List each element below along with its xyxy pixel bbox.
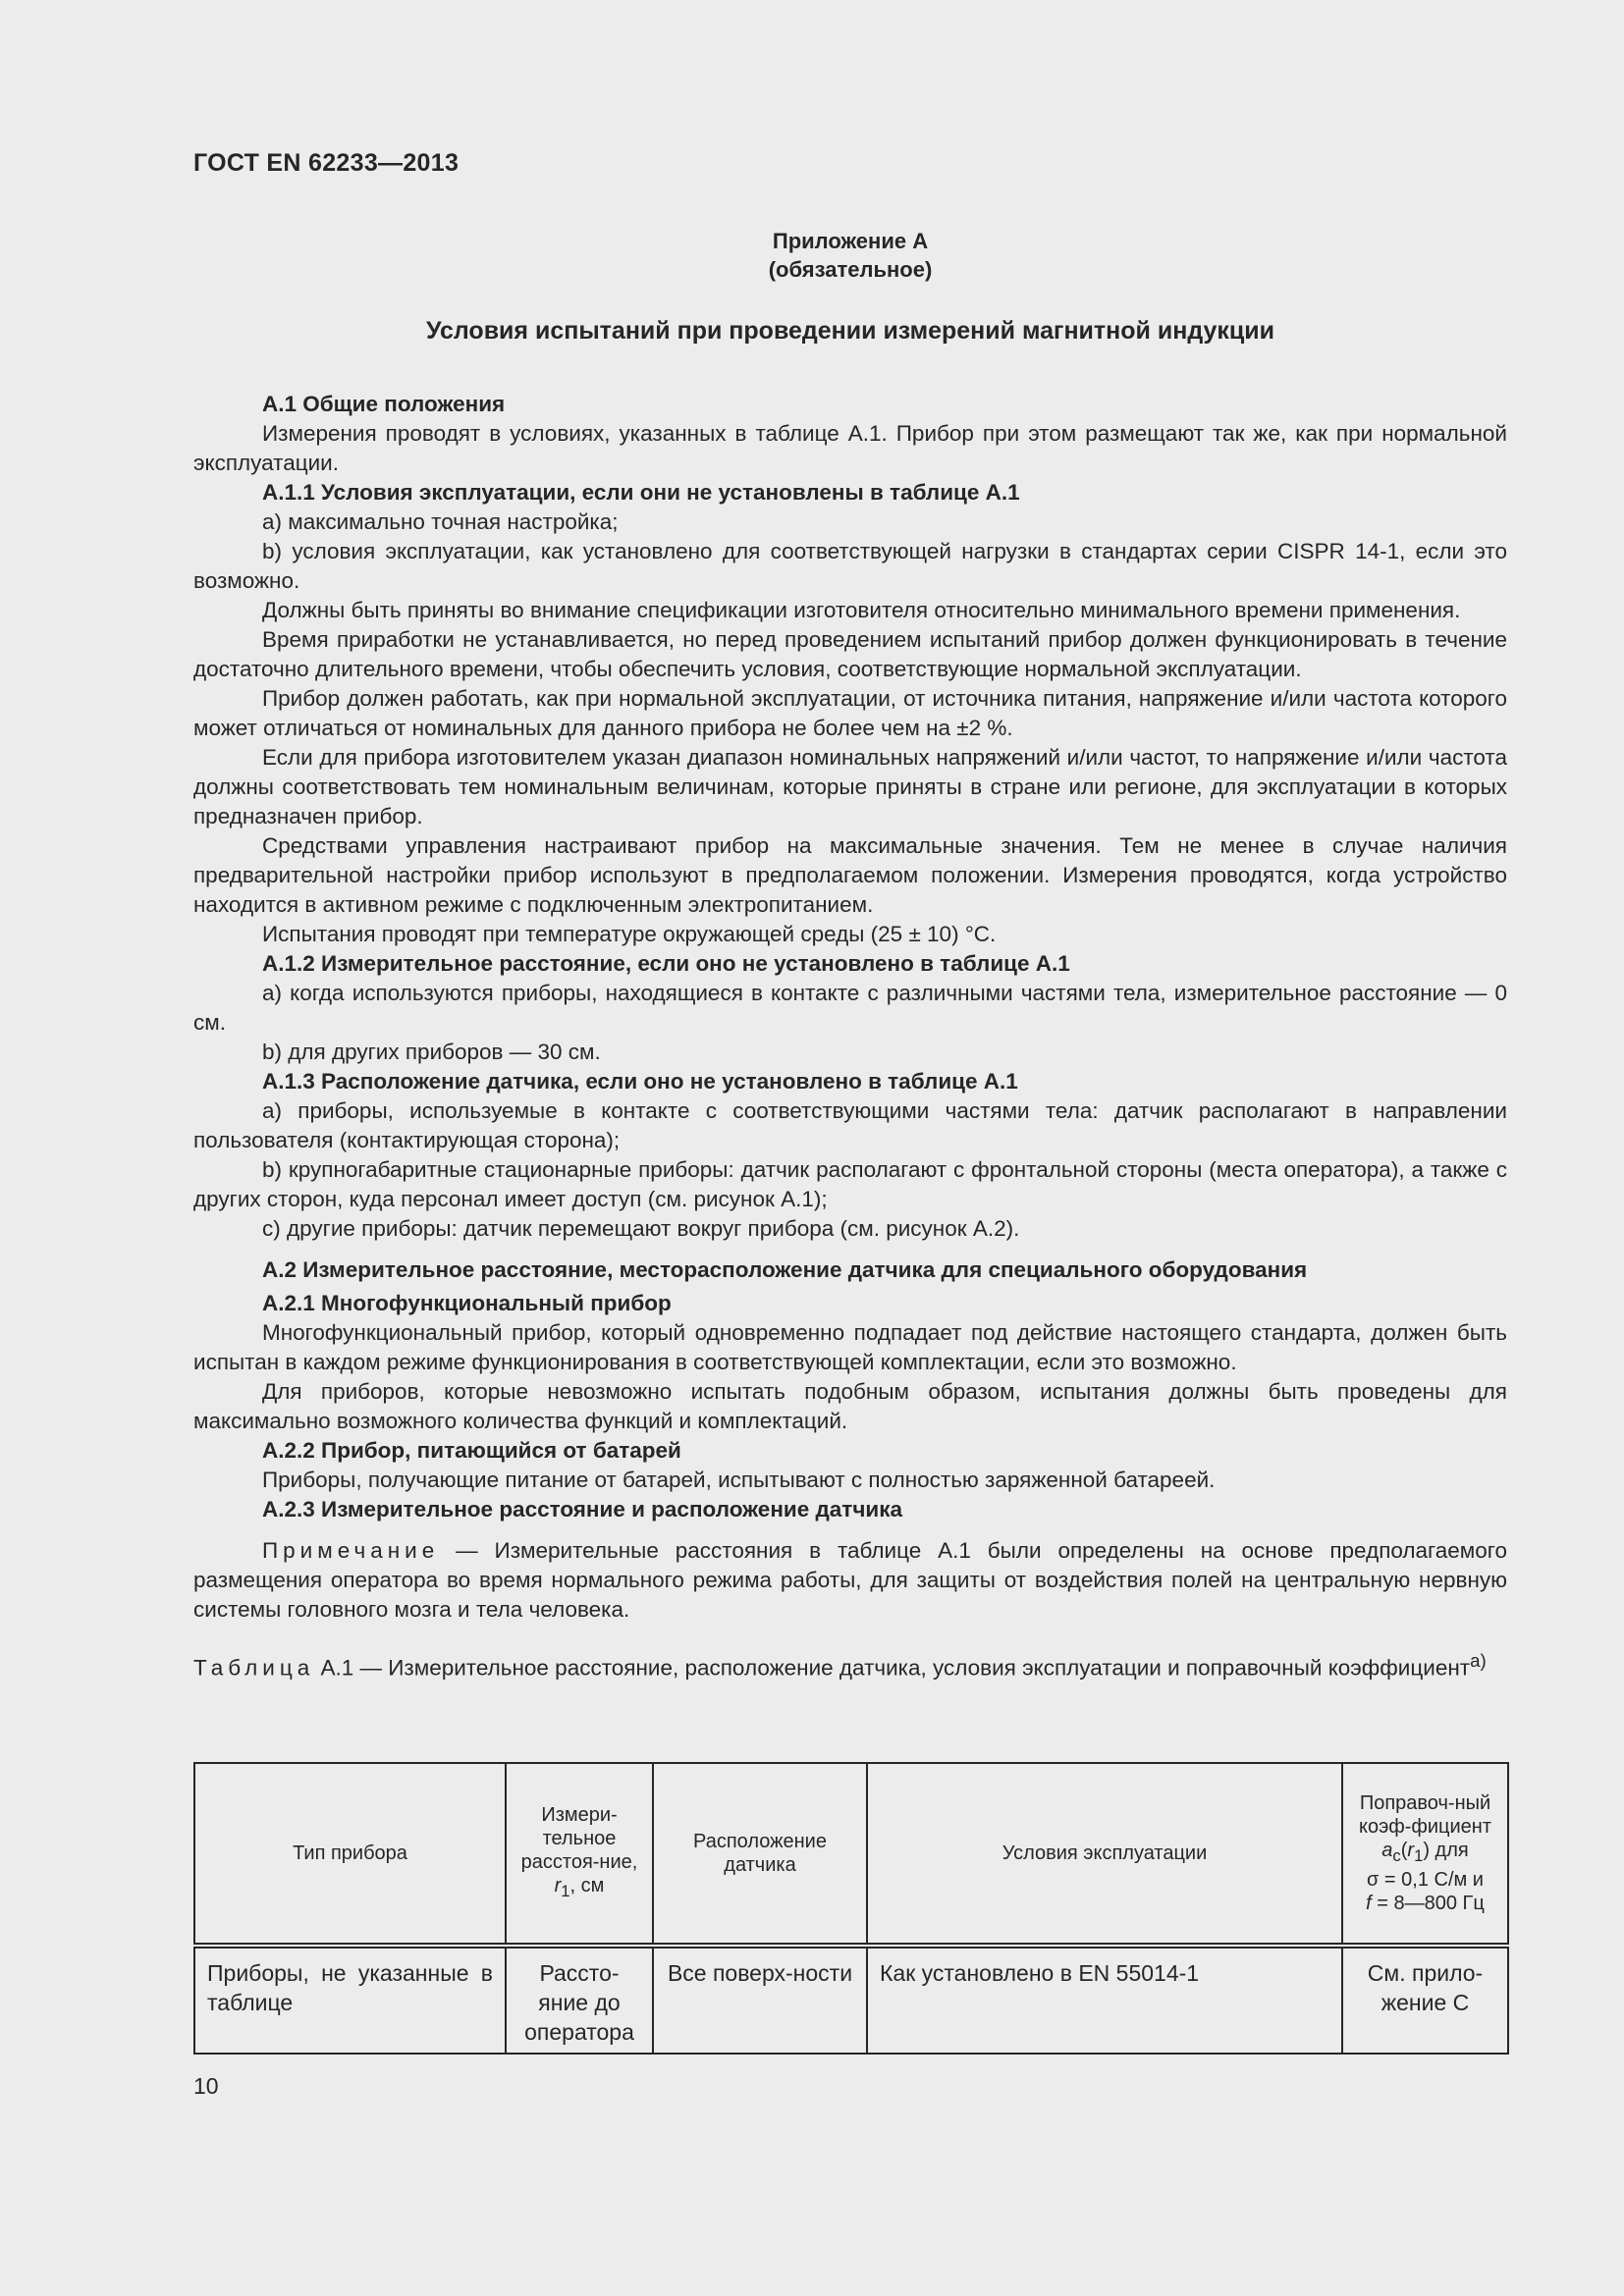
note-text: — Измерительные расстояния в таблице А.1 были определены на основе предполагаемого размещения оператора во время нормального режима работы, для защиты от воздействия полей на центральную нервную системы головного мозга и тела человека. xyxy=(193,1538,1507,1622)
correction-header-text: Поправоч-ный коэф-фициент xyxy=(1359,1792,1491,1838)
correction-f: f xyxy=(1366,1893,1372,1914)
section-heading-a1: А.1 Общие положения xyxy=(262,392,506,416)
page-number: 10 xyxy=(193,2073,219,2099)
paragraph: Время приработки не устанавливается, но перед проведением испытаний прибор должен функционировать в течение достаточно длительного времени, чтобы обеспечить условия, соответствующие нормальной эксплуатации. xyxy=(193,627,1507,681)
column-header-correction xyxy=(1342,1763,1508,1946)
table-header-row xyxy=(194,1763,1508,1946)
cell-distance: Рассто-яние до оператора xyxy=(506,1946,653,2054)
paragraph: Средствами управления настраивают прибор на максимальные значения. Тем не менее в случае наличия предварительной настройки прибор используют в предполагаемом положении. Измерения проводятся, когда устройство находится в активном режиме с подключенным электропитанием. xyxy=(193,833,1507,917)
correction-var2: r xyxy=(1407,1840,1415,1861)
table-caption-text: А.1 — Измерительное расстояние, расположение датчика, условия эксплуатации и поправочный коэффициент xyxy=(314,1655,1471,1681)
table-row xyxy=(194,1946,1508,2054)
list-item: b) крупногабаритные стационарные приборы: датчик располагают с фронтальной стороны (места оператора), а также с других сторон, куда персонал имеет доступ (см. рисунок А.1); xyxy=(193,1157,1507,1211)
list-item: a) когда используются приборы, находящиеся в контакте с различными частями тела, измерительное расстояние — 0 см. xyxy=(193,981,1507,1035)
list-item: a) максимально точная настройка; xyxy=(262,509,619,534)
correction-sub2: 1 xyxy=(1414,1846,1424,1865)
section-heading-a23: А.2.3 Измерительное расстояние и расположение датчика xyxy=(262,1497,902,1522)
distance-unit: , см xyxy=(569,1875,605,1896)
correction-var: a xyxy=(1381,1840,1393,1861)
annex-label: Приложение А xyxy=(772,229,929,253)
column-header-conditions: Условия эксплуатации xyxy=(867,1763,1342,1946)
column-header-sensor: Расположение датчика xyxy=(653,1763,867,1946)
correction-paren-close: ) для xyxy=(1423,1840,1469,1861)
correction-freq: = 8—800 Гц xyxy=(1371,1893,1485,1914)
list-item: с) другие приборы: датчик перемещают вокруг прибора (см. рисунок А.2). xyxy=(262,1216,1020,1241)
paragraph: Приборы, получающие питание от батарей, испытывают с полностью заряженной батареей. xyxy=(262,1468,1216,1492)
section-heading-a22: А.2.2 Прибор, питающийся от батарей xyxy=(262,1438,681,1463)
correction-paren-open: ( xyxy=(1400,1840,1408,1861)
column-header-type: Тип прибора xyxy=(194,1763,506,1946)
paragraph: Испытания проводят при температуре окружающей среды (25 ± 10) °С. xyxy=(262,922,997,946)
list-item: b) для других приборов — 30 см. xyxy=(262,1040,601,1064)
paragraph: Если для прибора изготовителем указан диапазон номинальных напряжений и/или частот, то напряжение и/или частота должны соответствовать тем номинальным величинам, которые приняты в стране или регионе, для эксплуатации в которых предназначен прибор. xyxy=(193,745,1507,828)
cell-type: Приборы, не указанные в таблице xyxy=(194,1946,506,2054)
note-label: Примечание xyxy=(262,1538,440,1563)
cell-sensor: Все поверх-ности xyxy=(653,1946,867,2054)
table-caption-label: Таблица xyxy=(193,1655,315,1681)
cell-conditions: Как установлено в EN 55014-1 xyxy=(867,1946,1342,2054)
annex-title: Условия испытаний при проведении измерений магнитной индукции xyxy=(425,317,1275,345)
list-item: b) условия эксплуатации, как установлено для соответствующей нагрузки в стандартах серии CISPR 14-1, если это возможно. xyxy=(193,539,1507,593)
paragraph: Многофункциональный прибор, который одновременно подпадает под действие настоящего стандарта, должен быть испытан в каждом режиме функционирования в соответствующей комплектации, если это возможно. xyxy=(193,1320,1507,1374)
section-heading-a13: А.1.3 Расположение датчика, если оно не установлено в таблице А.1 xyxy=(262,1069,1018,1094)
correction-sigma: σ = 0,1 С/м и xyxy=(1367,1869,1484,1891)
distance-header-text: Измери-тельное расстоя-ние, xyxy=(520,1804,638,1873)
correction-sub: c xyxy=(1392,1846,1401,1865)
annex-status: (обязательное) xyxy=(768,257,933,282)
paragraph: Для приборов, которые невозможно испытать подобным образом, испытания должны быть проведены для максимально возможного количества функций и комплектаций. xyxy=(193,1379,1507,1433)
distance-sub: 1 xyxy=(561,1882,570,1900)
document-body xyxy=(193,390,1507,1683)
list-item: a) приборы, используемые в контакте с соответствующими частями тела: датчик располагают в направлении пользователя (контактирующая сторона); xyxy=(193,1098,1507,1152)
section-heading-a21: А.2.1 Многофункциональный прибор xyxy=(262,1291,672,1315)
section-heading-a2: А.2 Измерительное расстояние, месторасположение датчика для специального оборудования xyxy=(262,1257,1308,1282)
section-heading-a11: А.1.1 Условия эксплуатации, если они не установлены в таблице А.1 xyxy=(262,480,1020,505)
cell-correction: См. прило-жение С xyxy=(1342,1946,1508,2054)
section-heading-a12: А.1.2 Измерительное расстояние, если оно не установлено в таблице А.1 xyxy=(262,951,1070,976)
document-header: ГОСТ EN 62233—2013 xyxy=(193,149,460,177)
conditions-table xyxy=(193,1762,1509,2055)
paragraph: Должны быть приняты во внимание спецификации изготовителя относительно минимального времени применения. xyxy=(262,598,1461,622)
table-caption-footnote-mark: a) xyxy=(1470,1650,1487,1671)
annex-heading xyxy=(193,227,1507,284)
distance-var: r xyxy=(554,1875,562,1896)
column-header-distance xyxy=(506,1763,653,1946)
note xyxy=(193,1536,1507,1625)
paragraph: Прибор должен работать, как при нормальной эксплуатации, от источника питания, напряжение и/или частота которого может отличаться от номинальных для данного прибора не более чем на ±2 %. xyxy=(193,686,1507,740)
paragraph: Измерения проводят в условиях, указанных в таблице А.1. Прибор при этом размещают так же, как при нормальной эксплуатации. xyxy=(193,421,1507,475)
table-caption xyxy=(193,1646,1507,1683)
